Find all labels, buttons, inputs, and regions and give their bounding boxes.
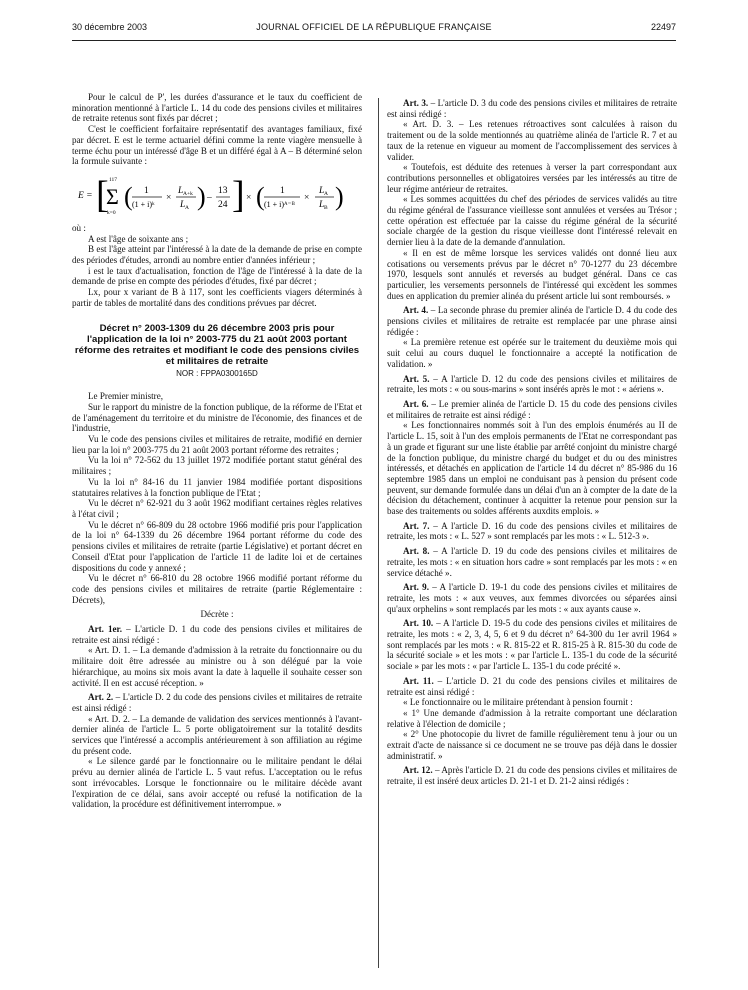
article-4 bbox=[387, 305, 677, 337]
article-text: – L'article D. 1 du code des pensions civiles et militaires de retraite est ainsi rédigé : bbox=[72, 624, 362, 645]
visa: Sur le rapport du ministre de la fonction publique, de la réforme de l'Etat et de l'aménagement du territoire et du ministre de l'économie, des finances et de l'industrie, bbox=[72, 401, 362, 434]
article-text: – L'article D. 21 du code des pensions civiles et militaires de retraite est ainsi rédigé : bbox=[387, 675, 677, 697]
formula-bracket-open: [ bbox=[96, 173, 109, 216]
formula-one: 1 bbox=[144, 185, 149, 196]
article-text: – A l'article D. 12 du code des pensions civiles et militaires de retraite, les mots : « ou sous-marins » sont insérés après le mot : « aériens ». bbox=[387, 373, 677, 395]
formula-13: 13 bbox=[218, 185, 228, 196]
page-header bbox=[72, 22, 676, 36]
quote: « 2° Une photocopie du livret de famille régulièrement tenu à jour ou un extrait d'acte de naissance si ce document ne se trouve pas déjà dans le dossier administratif. » bbox=[387, 729, 677, 761]
paren-open: ( bbox=[124, 181, 133, 211]
article-text: – A l'article D. 19 du code des pensions civiles et militaires de retraite, les mots : « en situation hors cadre » sont remplacés par les mots : « en service détaché ». bbox=[387, 546, 677, 578]
article-text: – Après l'article D. 21 du code des pensions civiles et militaires de retraite, il est inséré deux articles D. 21-1 et D. 21-2 ainsi rédigés : bbox=[387, 765, 677, 787]
decree-title: Décret n° 2003-1309 du 26 décembre 2003 pris pour l'application de la loi n° 2003-775 du 21 août 2003 portant réforme des retraites et modifiant le code des pensions civiles et militaires de retraite bbox=[74, 322, 360, 367]
page-number: 22497 bbox=[650, 22, 676, 32]
nor-reference: NOR : FPPA0300165D bbox=[176, 368, 258, 378]
paren-close-2: ) bbox=[335, 181, 344, 211]
article-label: Art. 7. bbox=[403, 520, 430, 531]
article-7 bbox=[387, 521, 677, 542]
formula-times-2: × bbox=[246, 192, 252, 203]
right-column bbox=[387, 98, 677, 978]
quote: « Le silence gardé par le fonctionnaire ou le militaire pendant le délai prévu au dernier alinéa de l'article L. 5 vaut refus. L'acceptation ou le refus sont irrévocables. Lorsque le fonctionnaire ou le militaire décède avant l'expiration de ce délai, sans avoir accepté ou refusé la notification de la validation, la procédure est définitivement interrompue. » bbox=[72, 756, 362, 810]
article-label: Art. 3. bbox=[403, 98, 429, 108]
header-date: 30 décembre 2003 bbox=[72, 22, 148, 32]
visa: Vu la loi n° 84-16 du 11 janvier 1984 modifiée portant dispositions statutaires relatives à la fonction publique de l'Etat ; bbox=[72, 476, 362, 498]
paragraph: C'est le coefficient forfaitaire représentatif des avantages familiaux, fixé par décret. E est le terme actuariel défini comme la rente viagère mensuelle à terme échu pour un intéressé d'âge B et un différé égal à A – B déterminé selon la formule suivante : bbox=[72, 124, 362, 167]
article-label: Art. 5. bbox=[403, 373, 430, 384]
visa: Vu le décret n° 66-809 du 28 octobre 1966 modifié pris pour l'application de la loi n° 64-1339 du 26 décembre 1964 portant réforme du code des pensions civiles et militaires de retraite (partie Législative) et portant décret en Conseil d'Etat pour l'application de l'article 11 de ladite loi et de certaines dispositions du code y annexé ; bbox=[72, 519, 362, 573]
formula-lak1: L bbox=[178, 185, 184, 196]
journal-title: JOURNAL OFFICIEL DE LA RÉPUBLIQUE FRANÇAISE bbox=[256, 22, 492, 32]
formula-e: E = bbox=[78, 190, 93, 201]
formula-one-2: 1 bbox=[280, 185, 285, 196]
article-label: Art. 9. bbox=[403, 582, 429, 593]
formula-times: × bbox=[166, 192, 172, 203]
article-text: – A l'article D. 16 du code des pensions civiles et militaires de retraite, les mots : « L. 527 » sont remplacés par les mots : « L. 512-3 ». bbox=[387, 520, 677, 542]
visa: Vu la loi n° 72-562 du 13 juillet 1972 modifiée portant statut général des militaires ; bbox=[72, 455, 362, 477]
definition: i est le taux d'actualisation, fonction de l'âge de l'intéressé à la date de la demande de prise en compte des périodes d'études, fixé par décret ; bbox=[72, 265, 362, 287]
article-12 bbox=[387, 765, 677, 786]
paren-open-2: ( bbox=[256, 181, 265, 211]
formula-24: 24 bbox=[218, 199, 228, 210]
definition: B est l'âge atteint par l'intéressé à la date de la demande de prise en compte des périodes d'études, arrondi au nombre entier d'années inférieur ; bbox=[72, 244, 362, 266]
formula-la: L bbox=[180, 199, 186, 210]
formula-den2: (1 + i)ᴬ⁻ᴮ bbox=[264, 199, 295, 209]
visa: Vu le décret n° 62-921 du 3 août 1962 modifiant certaines règles relatives à l'état civil ; bbox=[72, 498, 362, 519]
formula-bracket-close: ] bbox=[232, 173, 245, 216]
quote: « Le fonctionnaire ou le militaire prétendant à pension fournit : bbox=[403, 697, 633, 708]
article-text: – L'article D. 3 du code des pensions civiles et militaires de retraite est ainsi rédigé : bbox=[387, 98, 677, 119]
visa: Vu le décret n° 66-810 du 28 octobre 1966 modifié portant réforme du code des pensions civiles et militaires de retraite (partie Réglementaire : Décrets), bbox=[72, 573, 362, 605]
article-label: Art. 8. bbox=[403, 546, 430, 557]
article-text: – A l'article D. 19-5 du code des pensions civiles et militaires de retraite, les mots : « 2, 3, 4, 5, 6 et 9 du décret n° 64-300 du 1er avril 1964 » sont remplacés par les mots : « R. 815-22 et R. 815-25 à R. 815-30 du code de la sécurité sociale » et les mots : « par l'article L. 135-1 du code de la sécurité sociale » par les mots : « par l'article L. 135-1 du code précité ». bbox=[387, 618, 677, 672]
formula-times-3: × bbox=[304, 192, 310, 203]
article-text: – Le premier alinéa de l'article D. 15 du code des pensions civiles et militaires de retraite est ainsi rédigé : bbox=[387, 398, 677, 420]
paragraph: où : bbox=[72, 222, 86, 233]
quote: « Les fonctionnaires nommés soit à l'un des emplois énumérés au II de l'article L. 15, soit à l'un des emplois permanents de l'Etat ne correspondant pas à un grade et figurant sur une liste établie par arrêté conjoint du ministre chargé de la fonction publique, du ministre chargé du budget et du ou des ministres intéressés, et détachés en application de l'article 14 du décret n° 85-986 du 16 septembre 1985 dans un emploi ne conduisant pas à pension du présent code peuvent, sur demande formulée dans un délai d'un an à compter de la date de la décision du détachement, continuer à acquitter la retenue pour pension sur la base des traitements ou soldes afférents auxdits emplois. » bbox=[387, 420, 677, 517]
article-label: Art. 11. bbox=[403, 675, 434, 686]
formula-lak1-sub: A+k bbox=[183, 190, 193, 197]
formula-sum-top: 117 bbox=[109, 176, 118, 183]
article-2 bbox=[72, 692, 362, 713]
formula-la-sub-2: A bbox=[324, 190, 328, 197]
quote: « Art. D. 2. – La demande de validation des services mentionnés à l'avant-dernier alinéa de l'article L. 5 porte obligatoirement sur la totalité desdits services que l'intéressé a accomplis antérieurement à son affiliation au régime du présent code. bbox=[72, 713, 362, 756]
formula-lb-sub: B bbox=[324, 204, 328, 211]
article-text: – La seconde phrase du premier alinéa de l'article D. 4 du code des pensions civiles et militaires de retraite est remplacée par une phrase ainsi rédigée : bbox=[387, 305, 677, 337]
column-divider bbox=[378, 98, 379, 968]
quote: « La première retenue est opérée sur le traitement du deuxième mois qui suit celui au cours duquel le fonctionnaire a accepté la notification de validation. » bbox=[387, 337, 677, 369]
definition: Lx, pour x variant de B à 117, sont les coefficients viagers déterminés à partir de tables de mortalité dans des conditions prévues par décret. bbox=[72, 287, 362, 308]
article-8 bbox=[387, 546, 677, 578]
quote: « Les sommes acquittées du chef des périodes de services validés au titre du régime général de l'assurance vieillesse sont annulées et versées au Trésor ; cette opération est effectuée par la caisse du régime général de la sécurité sociale chargée de la gestion du risque vieillesse dont l'intéressé relevait en dernier lieu à la date de la demande d'annulation. bbox=[387, 194, 677, 248]
article-1 bbox=[72, 624, 362, 645]
quote: « Toutefois, est déduite des retenues à verser la part correspondant aux contributions personnelles et obligatoires versées par les intéressés au titre de leur régime antérieur de retraites. bbox=[387, 162, 677, 194]
quote: « Il en est de même lorsque les services validés ont donné lieu aux cotisations ou versements prévus par le décret n° 70-1277 du 23 décembre 1970, lesquels sont annulés et reversés au budget général. Dans ce cas particulier, les versements personnels de l'intéressé qui excèdent les sommes dues en application du premier alinéa du présent article lui sont remboursés. » bbox=[387, 247, 677, 301]
visa: Vu le code des pensions civiles et militaires de retraite, modifié en dernier lieu par la loi n° 2003-775 du 21 août 2003 portant réforme des retraites ; bbox=[72, 434, 362, 455]
definition: A est l'âge de soixante ans ; bbox=[88, 233, 189, 244]
header-rule bbox=[72, 40, 676, 41]
formula-minus: – bbox=[207, 192, 212, 203]
article-label: Art. 10. bbox=[403, 618, 434, 629]
paragraph: Pour le calcul de P', les durées d'assurance et le taux du coefficient de minoration mentionné à l'article L. 14 du code des pensions civiles et militaires de retraite retenus sont fixés par décret ; bbox=[72, 92, 362, 124]
quote: « Art. D. 1. – La demande d'admission à la retraite du fonctionnaire ou du militaire doit être adressée au ministre ou à son délégué par la voie hiérarchique, au moins six mois avant la date à laquelle il souhaite cesser son activité. Il en est accusé réception. » bbox=[72, 645, 362, 688]
article-10 bbox=[387, 618, 677, 672]
formula-sigma: Σ bbox=[106, 183, 119, 209]
article-11 bbox=[387, 676, 677, 697]
actuarial-formula bbox=[72, 169, 362, 221]
formula-la-sub: A bbox=[185, 204, 189, 211]
article-label: Art. 12. bbox=[403, 765, 433, 776]
article-3 bbox=[387, 98, 677, 119]
quote: « Art. D. 3. – Les retenues rétroactives sont calculées à raison du traitement ou de la solde mentionnés au quatrième alinéa de l'article R. 7 et au taux de la retenue en vigueur au moment de l'accomplissement des services à valider. bbox=[387, 119, 677, 162]
paren-close: ) bbox=[197, 181, 206, 211]
article-9 bbox=[387, 582, 677, 614]
formula-la-2: L bbox=[319, 185, 325, 196]
formula-den1: (1 + i)ᵏ bbox=[132, 199, 155, 209]
paragraph: Le Premier ministre, bbox=[88, 391, 164, 402]
formula-sum-bottom: k=0 bbox=[107, 209, 116, 216]
article-5 bbox=[387, 374, 677, 395]
article-6 bbox=[387, 399, 677, 420]
article-text: – A l'article D. 19-1 du code des pensions civiles et militaires de retraite, les mots : « aux veuves, aux femmes divorcées ou séparées ainsi qu'aux orphelins » sont remplacés par les mots : « aux ayants cause ». bbox=[387, 582, 677, 614]
article-label: Art. 6. bbox=[403, 398, 429, 409]
article-text: – L'article D. 2 du code des pensions civiles et militaires de retraite est ainsi rédigé : bbox=[72, 692, 362, 713]
article-label: Art. 1er. bbox=[88, 624, 123, 635]
formula-lb: L bbox=[319, 199, 325, 210]
decrete: Décrète : bbox=[200, 609, 234, 620]
left-column bbox=[72, 92, 362, 972]
article-label: Art. 4. bbox=[403, 305, 429, 316]
quote: « 1° Une demande d'admission à la retraite comportant une déclaration relative à l'élection de domicile ; bbox=[387, 707, 677, 729]
article-label: Art. 2. bbox=[88, 692, 114, 703]
